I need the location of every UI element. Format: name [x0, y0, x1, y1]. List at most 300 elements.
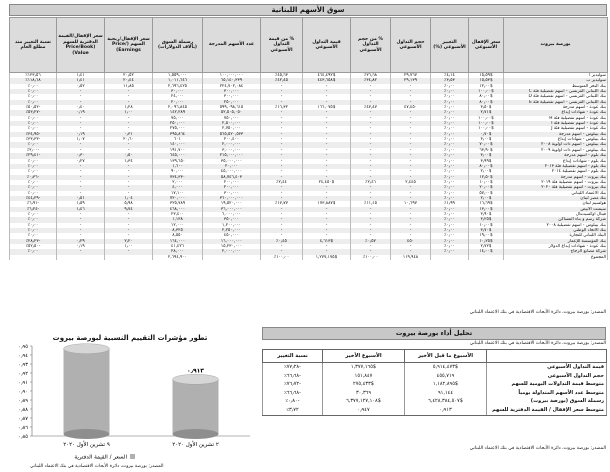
table-cell: ٢٥٠,٠٠٠: [203, 100, 261, 105]
table-cell: $١٥٫٥٩: [469, 73, 504, 79]
table-cell: -: [303, 217, 351, 222]
table-cell: -: [261, 212, 303, 217]
table-cell: $٣٫٧٠: [469, 228, 504, 233]
table-cell: -: [105, 100, 153, 105]
table-cell: -٦٫٢٤٪: [10, 207, 57, 212]
table-cell: ٠٫٠٠٪: [431, 217, 469, 222]
column-header: قيمة التداول الأسبوعي: [303, 18, 351, 73]
table-cell: ٣٦٠,٠٠٠,٠٠٠: [203, 196, 261, 201]
performance-source: المصدر: بورصة بيروت، دائرة الأبحاث الاقتصادية في بنك الاعتماد اللبناني: [469, 341, 606, 346]
table-cell: -: [391, 217, 431, 222]
table-cell: -: [351, 142, 391, 147]
table-cell: $٣٫٥٠: [469, 105, 504, 110]
table-cell: -: [351, 164, 391, 169]
column-header: % من حجم التداول الأسبوعي: [351, 18, 391, 73]
table-cell: -: [261, 164, 303, 169]
table-cell: ٢,٦٩٦,٤٢٥: [153, 84, 203, 89]
table-cell: -: [303, 228, 351, 233]
table-cell: -: [57, 164, 105, 169]
table-cell: -: [261, 100, 303, 105]
table-cell: ٦٠١: [153, 137, 203, 142]
table-cell: ٢٫٢٠: [105, 239, 153, 244]
table-cell: -: [391, 132, 431, 137]
table-cell: -: [261, 126, 303, 131]
column-header: نسبة التغيير: [263, 350, 323, 363]
table-cell: ٠٫٠٠٪: [431, 233, 469, 238]
table-cell: ٣٠,٣٦٩: [323, 389, 405, 398]
table-cell: -: [351, 100, 391, 105]
table-cell: -: [105, 217, 153, 222]
table-cell: ٠٫٠٠٪: [431, 84, 469, 89]
y-tick-label: ٠٫٩١: [18, 379, 28, 386]
table-cell: -: [303, 159, 351, 164]
table-cell: -٦٦٫٦٨٪: [263, 389, 323, 398]
table-cell: -: [261, 169, 303, 174]
table-cell: -: [261, 89, 303, 94]
table-cell: -٦٫٩١٪: [10, 201, 57, 206]
table-cell: ١٣٩,٦٥٠: [153, 159, 203, 164]
table-cell: ٠٫٠٠٪: [431, 89, 469, 94]
table-cell: -: [57, 169, 105, 174]
table-cell: -: [303, 164, 351, 169]
table-cell: ٢٠٫٦٠: [105, 137, 153, 142]
table-cell: ١٫٠٠: [105, 110, 153, 115]
stock-name: بنك عودة - شهادات إيداع: [504, 110, 608, 115]
table-cell: -: [105, 126, 153, 131]
table-cell: ٢٠٠,٠٠٠: [203, 180, 261, 185]
table-cell: ١٫٠٤: [105, 196, 153, 201]
table-cell: -: [391, 148, 431, 153]
table-cell: [431, 255, 469, 260]
table-cell: ١٫٠٧: [57, 137, 105, 142]
table-cell: -: [391, 84, 431, 89]
table-cell: ٢٧٥,٠٠٠: [153, 126, 203, 131]
table-cell: $٢٫٠٠: [469, 196, 504, 201]
table-cell: $٨٠٫٠٠: [469, 94, 504, 99]
table-cell: ٤٥٠,٠٠٠: [203, 233, 261, 238]
table-cell: ٠٫٠٠٪: [10, 94, 57, 99]
table-cell: -: [391, 94, 431, 99]
table-cell: $١٧٣,٨٨٧: [303, 201, 351, 206]
table-cell: ٠٫٠٠٪: [10, 126, 57, 131]
table-cell: ١٫٢٨: [105, 105, 153, 110]
table-cell: ١٫٣٤: [105, 159, 153, 164]
table-cell: -: [57, 233, 105, 238]
table-cell: $٠٫٧٠: [469, 132, 504, 137]
table-cell: ٠٫٠٠٪: [431, 159, 469, 164]
table-cell: -: [261, 121, 303, 126]
table-cell: ٠٫٠٠٪: [431, 175, 469, 180]
table-cell: ٠٫٠٠٪: [431, 148, 469, 153]
table-cell: -: [261, 148, 303, 153]
column-header: الأسبوع الأخير: [323, 350, 405, 363]
table-cell: ٠٫٠٠٪: [431, 105, 469, 110]
table-cell: ٣٦٫٦٨٪: [351, 73, 391, 79]
page-title: سوق الأسهم اللبنانية: [9, 4, 607, 16]
table-cell: ١٩,٥٢٠,٠٠٠: [203, 201, 261, 206]
table-cell: -: [391, 153, 431, 158]
column-header: نسبة التغيير منذ مطلع العام: [10, 18, 57, 73]
table-cell: -: [303, 196, 351, 201]
table-cell: ٣٩٥,٨٦٤: [153, 132, 203, 137]
table-cell: $٣٫٢٥: [469, 217, 504, 222]
table-cell: ١٫٤١: [57, 73, 105, 79]
table-cell: -٣٤٫٩٥٪: [10, 132, 57, 137]
table-cell: ٢,٢٥٠,٠٠٠: [203, 228, 261, 233]
table-cell: ٤٥٫٦٣٪: [261, 73, 303, 79]
table-cell: -: [351, 116, 391, 121]
table-cell: ٢٥٠,٠٠٠: [153, 121, 203, 126]
table-cell: ٢,٦٩٤,٩٠٠: [153, 255, 203, 260]
table-cell: ٣٠٠,٠٠٠: [203, 89, 261, 94]
table-cell: ٠٫٠٠٪: [431, 228, 469, 233]
table-cell: ٤٥,٠٠٠,٠٠٠: [203, 169, 261, 174]
table-cell: -: [57, 116, 105, 121]
table-cell: -: [351, 223, 391, 228]
table-cell: -: [303, 223, 351, 228]
table-cell: ٠٫٠٠٪: [10, 164, 57, 169]
table-cell: ٦٥,١٤٠,٣٣٩: [203, 78, 261, 83]
stock-name: بنك اللبناني الفرنسي - أسهم تفضيلية فئة C: [504, 89, 608, 94]
table-cell: ٠٫٠٠٪: [431, 196, 469, 201]
table-cell: $١٣٫٠٠: [469, 207, 504, 212]
table-cell: -: [261, 223, 303, 228]
table-cell: ٢٠,٠٠٠: [153, 100, 203, 105]
table-cell: ٨,٣٢٥: [153, 228, 203, 233]
table-cell: $٣٫٠٠: [469, 137, 504, 142]
table-cell: -: [303, 142, 351, 147]
performance-table: [262, 349, 607, 416]
table-cell: ٢,٠٩٦,٨٤٥: [153, 105, 203, 110]
table-cell: ٤١,٤٢٦: [153, 244, 203, 249]
table-cell: -: [105, 191, 153, 196]
table-cell: -: [105, 148, 153, 153]
column-header: سعر الإقفال/القيمة الدفترية للسهم (Price/Book Value): [57, 18, 105, 73]
table-cell: -: [391, 175, 431, 180]
table-cell: ٣٠٠,٠٠٠: [203, 94, 261, 99]
performance-table-header: [263, 350, 607, 363]
table-cell: ١٧٫٧٧٪: [261, 201, 303, 206]
table-cell: -: [391, 185, 431, 190]
table-cell: $١٦٦,٠٧٥: [303, 105, 351, 110]
table-cell: $٢٤,٤٥٠: [303, 180, 351, 185]
table-cell: ٠٫٠٠٪: [431, 121, 469, 126]
table-cell: ٥٦٥,٥٢٠,٥٣٣: [203, 132, 261, 137]
table-cell: ٠٫٠٠٪: [10, 212, 57, 217]
table-cell: ٣٫٧٢٪: [263, 406, 323, 415]
table-cell: -: [303, 233, 351, 238]
table-cell: ٣,٠٠٠,٠٠٠: [203, 148, 261, 153]
table-cell: $١٠٠٫٠٠: [469, 89, 504, 94]
table-cell: -: [303, 89, 351, 94]
table-cell: -: [57, 148, 105, 153]
table-cell: -: [57, 142, 105, 147]
table-cell: -٥٢٫٥٠٪: [10, 244, 57, 249]
table-cell: -: [351, 207, 391, 212]
table-cell: ٢٠٠,٤٠٠: [203, 137, 261, 142]
table-cell: ٦,٠٠٠,٠٠٠: [203, 212, 261, 217]
table-cell: $١٤٫٠٠: [469, 249, 504, 254]
table-row: [263, 372, 607, 381]
table-cell: ٣٥٠,٠٠٠: [203, 217, 261, 222]
table-cell: -: [351, 233, 391, 238]
table-cell: -: [351, 159, 391, 164]
table-cell: -: [303, 137, 351, 142]
stock-name: البنك اللبناني للتجارة: [504, 233, 608, 238]
table-cell: -: [261, 217, 303, 222]
table-cell: ٠٫٠٠٪: [431, 137, 469, 142]
table-cell: -: [351, 185, 391, 190]
table-cell: -: [391, 244, 431, 249]
table-cell: ٠٫٠٠٪: [10, 249, 57, 254]
table-cell: -: [105, 164, 153, 169]
table-cell: ٢٠,٠٠٠: [203, 164, 261, 169]
table-cell: ٦٤٥,٠٠٠: [153, 153, 203, 158]
table-cell: ٩٠,٠٠٠: [153, 169, 203, 174]
stock-name: سوليدير ب: [504, 78, 608, 83]
stock-name: بنك بلوم - أسهم مدرجة: [504, 153, 608, 158]
stock-name: بنك بلوم - أسهم تفضيلية ٢٠١٤: [504, 169, 608, 174]
table-cell: -: [303, 244, 351, 249]
table-cell: ١٦,٠٠٠,٠٠٠: [203, 239, 261, 244]
table-row: [263, 380, 607, 389]
table-cell: $١٠٫٢٥: [469, 239, 504, 244]
table-cell: -٢٩٫٤١٪: [10, 153, 57, 158]
table-cell: -: [391, 249, 431, 254]
table-row: [263, 363, 607, 372]
table-cell: -: [57, 175, 105, 180]
table-cell: ١,٦٠٠: [153, 164, 203, 169]
stocks-table: [9, 17, 608, 260]
table-cell: $٤,٦١٣: [303, 239, 351, 244]
table-cell: $٤٤٣,٦٥٨: [303, 78, 351, 83]
table-cell: ٣٢٥,٧٨٩: [153, 201, 203, 206]
table-cell: ٢٢٤,٧٠٢,٠٨٤: [203, 84, 261, 89]
stock-name: هولسيم لبنان: [504, 201, 608, 206]
table-cell: ٠٫٠٠٪: [431, 180, 469, 185]
table-cell: -: [303, 212, 351, 217]
table-cell: ١٦٫٣٢٪: [261, 105, 303, 110]
stock-name: المجموع: [504, 255, 608, 260]
table-cell: $٢٧٥,٤٣٣: [323, 380, 405, 389]
table-cell: ١٥١,٨٤٧: [323, 372, 405, 381]
table-cell: ٨,٥٥٠: [153, 233, 203, 238]
column-header: رسملة السوق (بآلاف الدولارات): [153, 18, 203, 73]
table-cell: ١٫٠٠: [105, 244, 153, 249]
table-cell: ٣٥,٠٠٠,٠٠٠: [203, 159, 261, 164]
table-cell: $١,١٨٢,٨٩٥: [405, 380, 487, 389]
table-cell: ٠٫٠٠٪: [431, 94, 469, 99]
table-cell: -: [57, 217, 105, 222]
table-cell: -: [391, 89, 431, 94]
table-cell: ٠٫٠٠٪: [431, 164, 469, 169]
table-row: [263, 406, 607, 415]
table-cell: -: [391, 110, 431, 115]
table-cell: ٢,٧٥٠,٠٠٠: [203, 126, 261, 131]
y-tick-label: ٠٫٩٥: [18, 343, 28, 350]
table-cell: -: [105, 185, 153, 190]
table-cell: -: [261, 249, 303, 254]
table-cell: ١٤٢,٢٨٩: [153, 110, 203, 115]
table-cell: -: [261, 196, 303, 201]
table-cell: -: [303, 110, 351, 115]
table-cell: -٤٤٫٢٩٪: [10, 196, 57, 201]
table-cell: -: [261, 94, 303, 99]
table-cell: -: [303, 175, 351, 180]
table-cell: $٢٫٠٠: [469, 169, 504, 174]
table-cell: -: [351, 169, 391, 174]
table-cell: ٠٫١٩: [57, 110, 105, 115]
table-cell: -: [391, 191, 431, 196]
table-cell: -: [351, 89, 391, 94]
stock-name: بنك بيروت - أسهم تفضيلية فئة ٢٠٢٠: [504, 185, 608, 190]
table-cell: -: [105, 180, 153, 185]
table-cell: -: [261, 244, 303, 249]
table-cell: ٠٫٠٠٪: [431, 185, 469, 190]
table-cell: -٥٣٫٢٧٪: [10, 110, 57, 115]
table-cell: ٣٫٥٣٪: [431, 78, 469, 83]
stock-name: بنك عودة - أسهم تفضيلية فئة H: [504, 116, 608, 121]
table-cell: ٠٫٠٠٪: [431, 239, 469, 244]
table-cell: ١٠٠٫٠٠٪: [261, 255, 303, 260]
table-cell: -: [57, 212, 105, 217]
stock-name: بنك بيبلوس - أسهم تفضيلية ٢٠٠٨: [504, 223, 608, 228]
table-cell: -: [105, 89, 153, 94]
table-cell: -: [303, 185, 351, 190]
table-cell: ٢٣,٤٠٠: [153, 212, 203, 217]
table-cell: -: [105, 212, 153, 217]
table-cell: $٥,٩١٤,٤٧٣: [405, 363, 487, 372]
table-cell: -: [351, 148, 391, 153]
table-cell: $١٥٫٥٣: [469, 78, 504, 83]
bar: [64, 344, 110, 439]
stock-name: شركة مصانع الزجاج: [504, 249, 608, 254]
stock-name: بنك الاتحاد الوطني: [504, 228, 608, 233]
table-cell: -: [105, 121, 153, 126]
table-cell: -: [261, 191, 303, 196]
table-cell: $٦,٤٢٨,٣٨٤,٥٠٧: [405, 397, 487, 406]
table-cell: -: [57, 121, 105, 126]
table-cell: -٠٫٣٦٪: [10, 175, 57, 180]
stock-name: بنك المؤسسة للإعمار: [504, 239, 608, 244]
metric-name: متوسط سعر الإقفال / القيمة الدفترية للسهم: [487, 406, 607, 415]
table-cell: -: [351, 110, 391, 115]
table-cell: -: [351, 121, 391, 126]
table-cell: ٢٠٫٥٢: [105, 73, 153, 79]
table-cell: ٠٫٣٠: [57, 153, 105, 158]
table-cell: -: [303, 169, 351, 174]
table-cell: -: [261, 132, 303, 137]
table-cell: ١,٢٠٠,٠٠٠: [203, 223, 261, 228]
table-cell: -: [105, 223, 153, 228]
table-cell: ١٧,١٠٠: [153, 191, 203, 196]
table-cell: ٢٠٠,٠٠٠: [203, 185, 261, 190]
table-cell: -٥٠٫٥٢٪: [10, 105, 57, 110]
table-cell: ١١٫١٥٪: [351, 201, 391, 206]
table-cell: ٢٤,٠٠٠: [153, 94, 203, 99]
table-cell: $٣٫٩٠: [469, 212, 504, 217]
table-cell: -: [351, 137, 391, 142]
table-cell: ١٫٩٩٪: [431, 201, 469, 206]
table-cell: -: [303, 84, 351, 89]
table-cell: -: [105, 228, 153, 233]
stock-name: بنك بيروت - أسهم مدرجة: [504, 175, 608, 180]
table-cell: ٢,٠٠٠,٠٠٠: [203, 249, 261, 254]
table-cell: $٣٫٠٠: [469, 153, 504, 158]
table-cell: -: [261, 159, 303, 164]
y-tick-label: ٠٫٨٩: [18, 397, 28, 404]
table-cell: ٠٫٠٠٪: [10, 169, 57, 174]
stock-name: بنك مصر لبنان: [504, 196, 608, 201]
table-cell: ٢,٠٠٠: [153, 180, 203, 185]
y-tick-label: ٠٫٩٢: [18, 370, 28, 377]
table-cell: -: [391, 121, 431, 126]
table-cell: ٠٫٠٠٪: [10, 116, 57, 121]
table-cell: -: [303, 207, 351, 212]
table-cell: ٢٨,٠٠٠: [153, 249, 203, 254]
table-cell: $١,٢٧٧,١٧٥: [303, 255, 351, 260]
metric-name: حجم التداول الأسبوعي: [487, 372, 607, 381]
metric-name: متوسط قيمة التداولات اليومية للسهم: [487, 380, 607, 389]
y-tick-label: ٠٫٨٦: [18, 424, 28, 431]
table-cell: -: [303, 153, 351, 158]
table-cell: -: [261, 228, 303, 233]
table-cell: $١٢٫٥٠: [469, 175, 504, 180]
table-cell: -: [351, 228, 391, 233]
table-cell: -: [57, 89, 105, 94]
table-cell: ٠٫١٩: [57, 244, 105, 249]
table-cell: -: [351, 94, 391, 99]
table-cell: -: [261, 207, 303, 212]
table-cell: -: [391, 116, 431, 121]
table-cell: ٠٫٢٩: [57, 239, 105, 244]
table-cell: -: [57, 185, 105, 190]
table-cell: ٠٫٠٠٪: [431, 132, 469, 137]
table-cell: ٩١,١٤٤: [405, 389, 487, 398]
table-cell: ٠٫٣١: [105, 132, 153, 137]
table-cell: $١٦٫٦٩: [469, 201, 504, 206]
table-cell: $١٢٫٠٠: [469, 84, 504, 89]
table-cell: ١,٠١١,٦٤٦: [153, 78, 203, 83]
table-cell: ٠٫٠٠٪: [10, 217, 57, 222]
stock-name: بنك عودة - أسهم تفضيلية فئة I: [504, 121, 608, 126]
table-cell: ٢٠٫٤٤: [105, 78, 153, 83]
column-header: التغيير الأسبوعي (%): [431, 18, 469, 73]
table-cell: -: [105, 142, 153, 147]
table-cell: -: [351, 191, 391, 196]
table-cell: ٤٥٠: [391, 239, 431, 244]
table-cell: -: [351, 132, 391, 137]
table-cell: -: [351, 153, 391, 158]
y-tick-label: ٠٫٨٨: [18, 406, 28, 413]
table-cell: -: [261, 153, 303, 158]
table-cell: ٠٫٠٠٪: [10, 84, 57, 89]
table-cell: $٨٠٫٠٠: [469, 100, 504, 105]
metric-name: رسملة السوق (بورصة بيروت): [487, 397, 607, 406]
table-cell: [203, 255, 261, 260]
stock-name: بنك اللبناني الفرنسي - أسهم تفضيلية فئة D: [504, 94, 608, 99]
table-cell: ٠٫٠٠٪: [10, 89, 57, 94]
table-cell: -: [261, 175, 303, 180]
table-cell: $١,٣٧٧,١٦٥: [323, 363, 405, 372]
stock-name: سوليدير أ: [504, 73, 608, 79]
table-cell: -٦٦٫٦٨٪: [263, 372, 323, 381]
table-cell: -: [351, 249, 391, 254]
stock-name: سيمنت الأبيض: [504, 207, 608, 212]
table-cell: -: [57, 249, 105, 254]
table-cell: -: [351, 217, 391, 222]
table-cell: -: [303, 126, 351, 131]
